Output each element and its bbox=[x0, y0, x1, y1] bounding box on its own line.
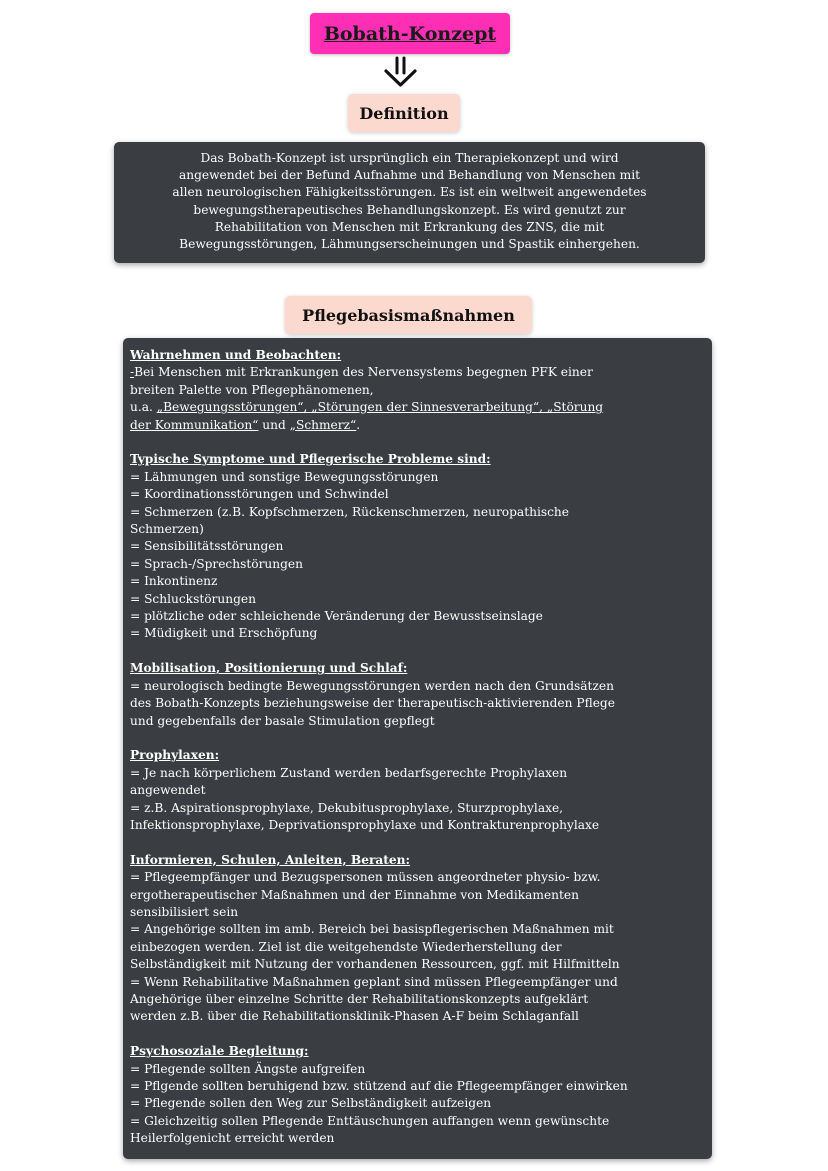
text: u.a. bbox=[130, 400, 157, 415]
double-arrow-down-icon bbox=[382, 56, 420, 90]
body-line: = z.B. Aspirationsprophylaxe, Dekubitusprophylaxe, Sturzprophylaxe, bbox=[130, 800, 564, 815]
body-line: werden z.B. über die Rehabilitationsklinik-Phasen A-F beim Schlaganfall bbox=[130, 1009, 579, 1024]
body-line: breiten Palette von Pflegephänomenen, bbox=[130, 382, 374, 397]
body-line: = Je nach körperlichem Zustand werden bedarfsgerechte Prophylaxen bbox=[130, 765, 568, 780]
body-line: Heilerfolgenicht erreicht werden bbox=[130, 1131, 335, 1146]
section-title-wahrnehmen: Wahrnehmen und Beobachten: bbox=[130, 348, 342, 362]
body-line: ergotherapeutischer Maßnahmen und der Einnahme von Medikamenten bbox=[130, 887, 579, 902]
body-line bbox=[130, 399, 706, 416]
dash: - bbox=[130, 365, 135, 380]
body-line: = Inkontinenz bbox=[130, 574, 218, 589]
definition-box bbox=[114, 142, 705, 263]
pflegebasis-label: Pflegebasismaßnahmen bbox=[285, 296, 532, 334]
body-line: Angehörige über einzelne Schritte der Rehabilitationskonzepts aufgeklärt bbox=[130, 991, 589, 1006]
definition-line: bewegungstherapeutisches Behandlungskonzept. Es wird genutzt zur bbox=[193, 202, 626, 217]
body-line: einbezogen werden. Ziel ist die weitgehendste Wiederherstellung der bbox=[130, 939, 562, 954]
body-line: angewendet bbox=[130, 783, 206, 798]
body-line: = Lähmungen und sonstige Bewegungsstörungen bbox=[130, 469, 439, 484]
definition-line: Das Bobath-Konzept ist ursprünglich ein Therapiekonzept und wird bbox=[200, 151, 619, 165]
body-line: = Gleichzeitig sollen Pflegende Enttäuschungen auffangen wenn gewünschte bbox=[130, 1113, 610, 1128]
text: . bbox=[356, 417, 361, 432]
section-title-psychosozial: Psychosoziale Begleitung: bbox=[130, 1044, 309, 1059]
underlined-text: „Schmerz“ bbox=[289, 417, 357, 432]
section-title-symptome: Typische Symptome und Pflegerische Probleme sind: bbox=[130, 452, 491, 467]
underlined-text: der Kommunikation“ bbox=[130, 417, 259, 432]
body-line: = Sprach-/Sprechstörungen bbox=[130, 556, 303, 571]
body-line: = Wenn Rehabilitative Maßnahmen geplant sind müssen Pflegeempfänger und bbox=[130, 974, 618, 989]
body-line: des Bobath-Konzepts beziehungsweise der therapeutisch-aktivierenden Pflege bbox=[130, 696, 615, 711]
section-title-informieren: Informieren, Schulen, Anleiten, Beraten: bbox=[130, 852, 411, 867]
title-box bbox=[310, 13, 510, 54]
body-line: = Pflegende sollten Ängste aufgreifen bbox=[130, 1061, 366, 1076]
section-title-prophylaxen: Prophylaxen: bbox=[130, 748, 220, 763]
definition-line: Bewegungsstörungen, Lähmungserscheinungen und Spastik einhergehen. bbox=[179, 237, 640, 252]
body-line: = Koordinationsstörungen und Schwindel bbox=[130, 487, 389, 502]
section-title-mobilisation: Mobilisation, Positionierung und Schlaf: bbox=[130, 661, 408, 676]
page-title: Bobath-Konzept bbox=[323, 22, 497, 45]
body-line: = Schluckstörungen bbox=[130, 591, 256, 606]
body-line: = Pflegende sollen den Weg zur Selbständigkeit aufzeigen bbox=[130, 1096, 492, 1111]
body-line: = Schmerzen (z.B. Kopfschmerzen, Rückenschmerzen, neuropathische bbox=[130, 504, 569, 519]
body-line: = Pflgende sollten beruhigend bzw. stützend auf die Pflegeempfänger einwirken bbox=[130, 1078, 628, 1093]
body-line: und gegebenfalls der basale Stimulation gepflegt bbox=[130, 713, 435, 728]
definition-label: Definition bbox=[348, 94, 460, 132]
body-line bbox=[130, 364, 706, 381]
definition-line: allen neurologischen Fähigkeitsstörungen. Es ist ein weltweit angewendetes bbox=[172, 185, 647, 200]
body-line: Schmerzen) bbox=[130, 522, 204, 537]
body-line: = neurologisch bedingte Bewegungsstörungen werden nach den Grundsätzen bbox=[130, 678, 614, 693]
body-line: = Pflegeempfänger und Bezugspersonen müssen angeordneter physio- bzw. bbox=[130, 870, 601, 885]
body-line: Selbständigkeit mit Nutzung der vorhandenen Ressourcen, ggf. mit Hilfmitteln bbox=[130, 957, 620, 972]
definition-line: angewendet bei der Befund Aufnahme und Behandlung von Menschen mit bbox=[178, 168, 641, 183]
body-line: sensibilisiert sein bbox=[130, 904, 239, 919]
body-line: = Sensibilitätsstörungen bbox=[130, 539, 284, 554]
definition-line: Rehabilitation von Menschen mit Erkrankung des ZNS, die mit bbox=[214, 219, 605, 234]
body-line bbox=[130, 417, 706, 434]
text: Bei Menschen mit Erkrankungen des Nervensystems begegnen PFK einer bbox=[134, 365, 593, 380]
text: und bbox=[258, 417, 290, 432]
pflegebasis-box bbox=[123, 338, 712, 1159]
body-line: Infektionsprophylaxe, Deprivationsprophylaxe und Kontrakturenprophylaxe bbox=[130, 817, 600, 832]
body-line: = Müdigkeit und Erschöpfung bbox=[130, 626, 318, 641]
underlined-text: „Bewegungsstörungen“, „Störungen der Sinnesverarbeitung“, „Störung bbox=[156, 400, 604, 415]
body-line: = Angehörige sollten im amb. Bereich bei basispflegerischen Maßnahmen mit bbox=[130, 922, 614, 937]
body-line: = plötzliche oder schleichende Veränderung der Bewusstseinslage bbox=[130, 609, 543, 624]
